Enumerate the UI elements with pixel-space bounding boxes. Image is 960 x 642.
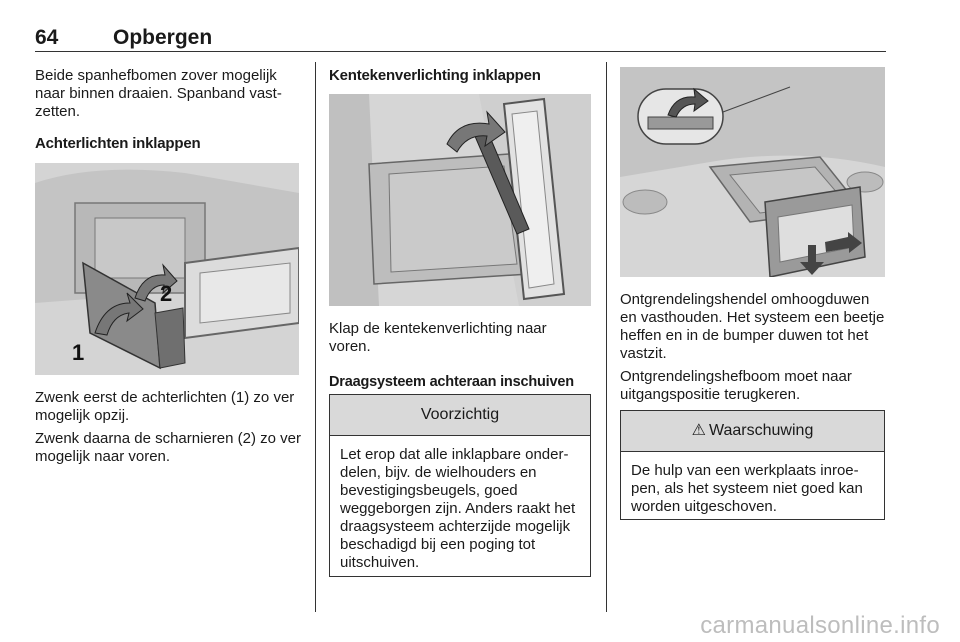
section-heading-taillights: Achterlichten inklappen <box>35 135 201 152</box>
warning-title: Waarschuwing <box>709 422 814 439</box>
taillights-step-2: Zwenk daarna de scharnieren (2) zo ver mogelijk naar voren. <box>35 430 301 465</box>
carrier-step-1: Ontgrendelingshendel omhoogduwen en vasthouden. Het systeem een beetje heffen en in de bumper duwen tot het vastzit. <box>620 291 885 362</box>
warning-header <box>621 411 884 452</box>
header-divider <box>35 51 886 52</box>
warning-triangle-icon: ⚠ <box>691 422 706 439</box>
page-title: Opbergen <box>113 26 213 49</box>
caution-box <box>329 394 591 577</box>
figure-label-2: 2 <box>160 281 173 306</box>
column-divider-2 <box>606 62 607 612</box>
carrier-illustration <box>620 67 885 277</box>
caution-title: Voorzichtig <box>330 395 590 436</box>
figure-label-1: 1 <box>72 340 85 365</box>
taillights-step-1: Zwenk eerst de achterlichten (1) zo ver mogelijk opzij. <box>35 389 295 424</box>
warning-text: De hulp van een werkplaats inroepen, als het systeem niet goed kan worden uitgeschoven. <box>631 462 863 515</box>
page-number: 64 <box>35 26 59 49</box>
taillights-illustration <box>35 163 299 375</box>
section-heading-carrier: Draagsysteem achteraan inschuiven <box>329 374 574 390</box>
section-heading-licence-light: Kentekenverlichting inklappen <box>329 67 541 84</box>
licence-light-step: Klap de kentekenverlichting naar voren. <box>329 320 547 355</box>
caution-text: Let erop dat alle inklapbare onderdelen, bijv. de wielhouders en bevestigingsbeugels, goed weggeborgen zijn. Anders raakt het draagsysteem achterzijde mogelijk beschadigd bij een poging tot uitschuiven. <box>340 446 576 571</box>
column-divider-1 <box>315 62 316 612</box>
carrier-step-2: Ontgrendelingshefboom moet naar uitgangspositie terugkeren. <box>620 368 852 403</box>
warning-box <box>620 410 885 520</box>
watermark: carmanualsonline.info <box>700 612 940 639</box>
intro-paragraph: Beide spanhefbomen zover mogelijk naar binnen draaien. Spanband vastzetten. <box>35 67 282 120</box>
licence-light-illustration <box>329 94 591 306</box>
